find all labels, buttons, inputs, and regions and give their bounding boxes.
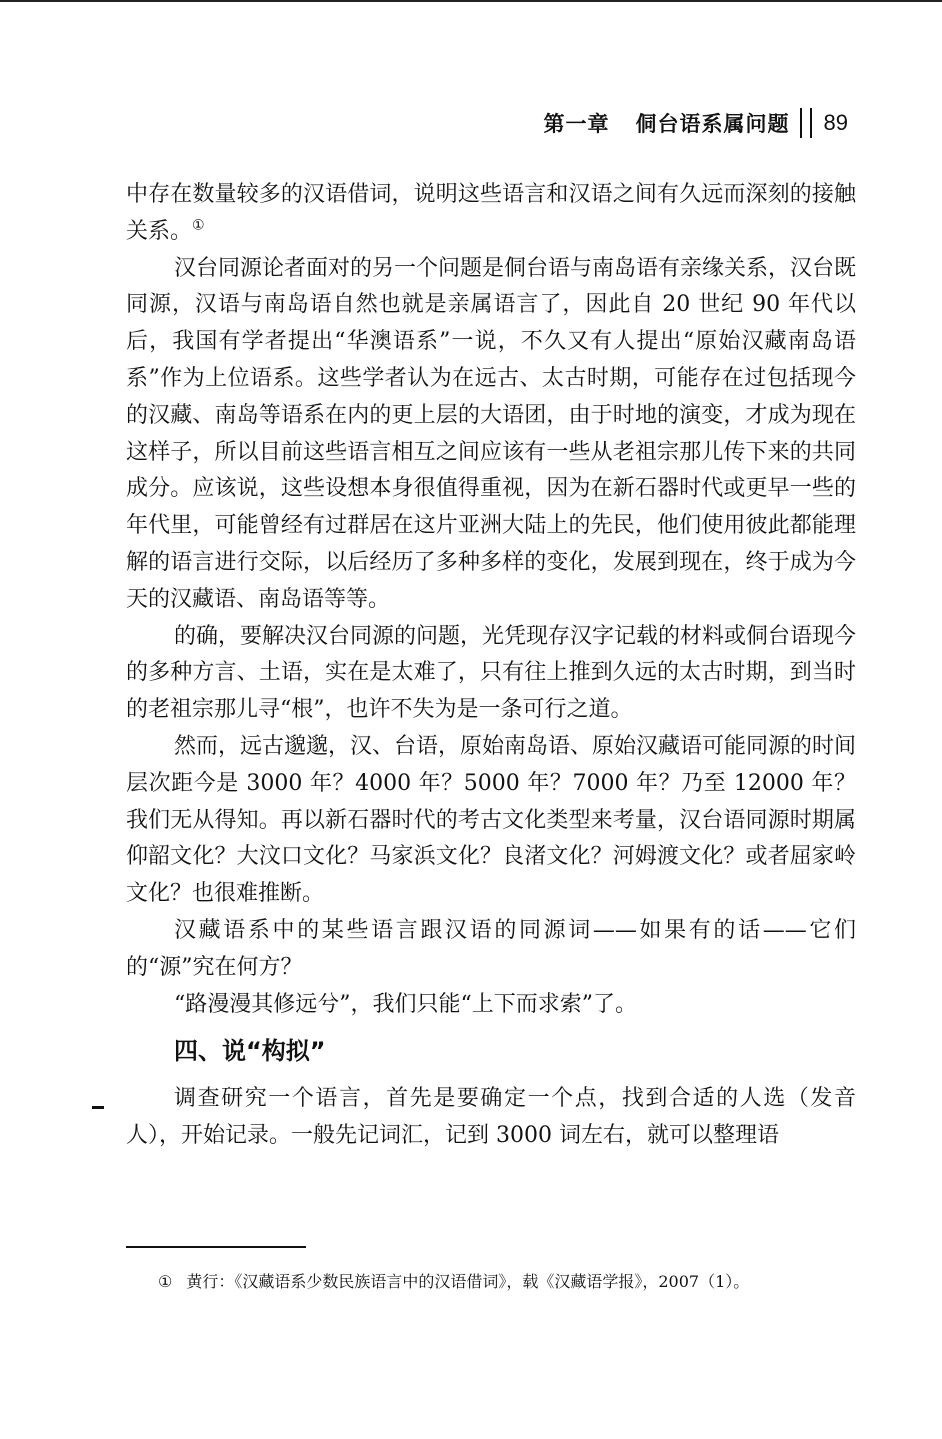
footnote-reference: ①	[192, 217, 205, 234]
chapter-title: 侗台语系属问题	[635, 111, 790, 136]
section-heading: 四、说“构拟”	[174, 1037, 326, 1066]
paragraph: “路漫漫其修远兮”，我们只能“上下而求索”了。	[174, 991, 637, 1017]
page-number: 89	[823, 110, 848, 135]
header-separator	[800, 108, 812, 138]
page-body	[126, 177, 856, 1155]
footnote-divider	[126, 1246, 306, 1248]
paragraph: 汉藏语系中的某些语言跟汉语的同源词——如果有的话——它们的“源”究在何方？	[126, 917, 856, 980]
margin-mark	[92, 1106, 104, 1109]
running-header	[0, 106, 942, 140]
footnote	[158, 1271, 858, 1293]
paragraph: 的确，要解决汉台同源的问题，光凭现存汉字记载的材料或侗台语现今的多种方言、土语，实在是太难了，只有往上推到久远的太古时期，到当时的老祖宗那儿寻“根”，也许不失为是一条可行之道。	[126, 623, 857, 723]
footnote-mark: ①	[158, 1272, 173, 1291]
paragraph-continued	[126, 177, 856, 251]
top-border-line	[0, 0, 942, 2]
chapter-label: 第一章	[543, 111, 610, 136]
paragraph: 汉台同源论者面对的另一个问题是侗台语与南岛语有亲缘关系，汉台既同源，汉语与南岛语自然也就是亲属语言了，因此自 20 世纪 90 年代以后，我国有学者提出“华澳语系”一说，不久又有人提出“原始汉藏南岛语系”作为上位语系。这些学者认为在远古、太古时期，可能存在过包括现今的汉藏、南岛等语系在内的更上层的大语团，由于时地的演变，才成为现在这样子，所以目前这些语言相互之间应该有一些从老祖宗那儿传下来的共同成分。应该说，这些设想本身很值得重视，因为在新石器时代或更早一些的年代里，可能曾经有过群居在这片亚洲大陆上的先民，他们使用彼此都能理解的语言进行交际，以后经历了多种多样的变化，发展到现在，终于成为今天的汉藏语、南岛语等等。	[126, 255, 857, 612]
paragraph: 调查研究一个语言，首先是要确定一个点，找到合适的人选（发音人），开始记录。一般先记词汇，记到 3000 词左右，就可以整理语	[126, 1086, 856, 1149]
footnote-text: 黄行：《汉藏语系少数民族语言中的汉语借词》，载《汉藏语学报》，2007（1）。	[186, 1272, 750, 1291]
paragraph: 然而，远古邈邈，汉、台语，原始南岛语、原始汉藏语可能同源的时间层次距今是 3000 年？4000 年？5000 年？7000 年？乃至 12000 年？我们无从得知。再以新石器时代的考古文化类型来考量，汉台语同源时期属仰韶文化？大汶口文化？马家浜文化？良渚文化？河姆渡文化？或者屈家岭文化？也很难推断。	[126, 733, 857, 907]
paragraph-text: 中存在数量较多的汉语借词，说明这些语言和汉语之间有久远而深刻的接触关系。	[126, 182, 856, 244]
